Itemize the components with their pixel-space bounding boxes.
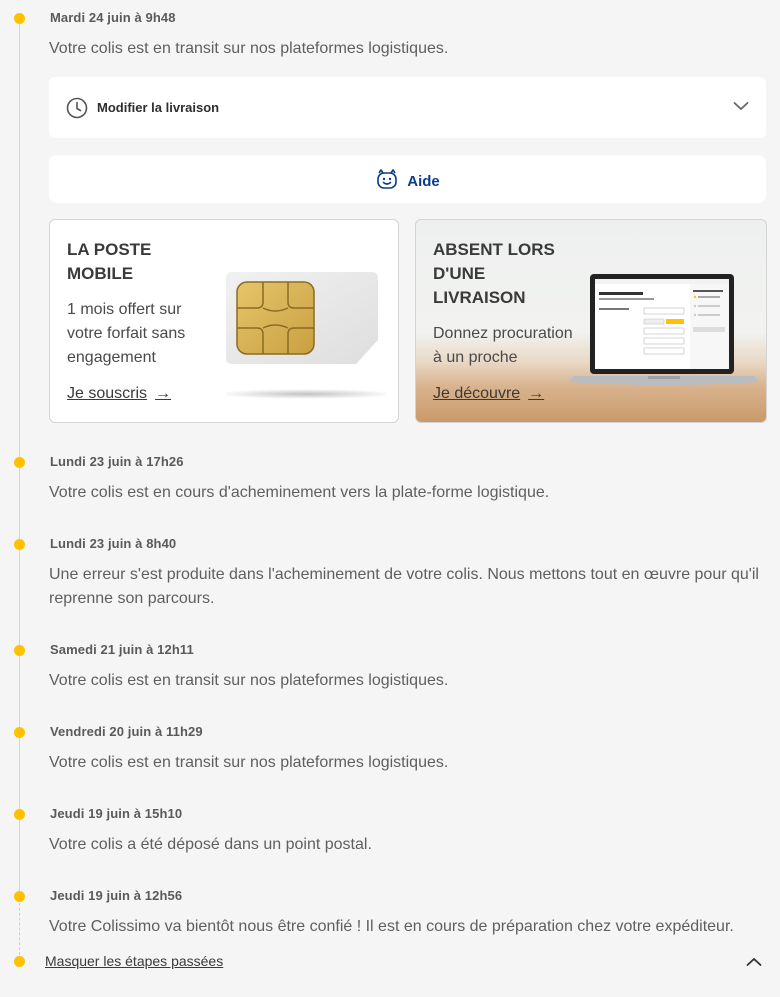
event-text: Une erreur s'est produite dans l'acheminement de votre colis. Nous mettons tout en œuvre pour qu'il reprenne son parcours.	[49, 566, 759, 607]
event-text: Votre colis est en transit sur nos plateformes logistiques.	[49, 754, 449, 771]
promo-title-line: D'UNE	[433, 264, 486, 283]
event-date: Samedi 21 juin à 12h11	[50, 642, 194, 657]
event-text: Votre colis est en transit sur nos plateformes logistiques.	[49, 40, 449, 57]
subscribe-link[interactable]	[67, 385, 171, 403]
discover-link[interactable]	[433, 385, 544, 403]
timeline-dot	[14, 727, 25, 738]
discover-link-label: Je découvre	[433, 385, 521, 402]
promo-title-line: MOBILE	[67, 264, 134, 283]
event-date: Lundi 23 juin à 8h40	[50, 536, 177, 551]
promo-card-absent[interactable]	[415, 219, 767, 423]
chevron-up-icon[interactable]	[746, 955, 762, 973]
event-date: Jeudi 19 juin à 15h10	[50, 806, 183, 821]
event-text: Votre colis est en cours d'acheminement vers la plate-forme logistique.	[49, 484, 550, 501]
event-date: Vendredi 20 juin à 11h29	[50, 724, 203, 739]
help-button[interactable]	[49, 155, 766, 203]
promo-card-mobile[interactable]	[49, 219, 399, 423]
arrow-right-icon: →	[155, 385, 172, 402]
help-label: Aide	[407, 173, 440, 190]
modify-delivery-card[interactable]	[49, 77, 766, 138]
event-date: Jeudi 19 juin à 12h56	[50, 888, 183, 903]
timeline-line-dashed	[19, 898, 20, 960]
laptop-image	[568, 272, 760, 402]
promo-title-line: LA POSTE	[67, 240, 152, 259]
event-date: Mardi 24 juin à 9h48	[50, 10, 176, 25]
modify-delivery-label: Modifier la livraison	[97, 100, 220, 115]
promo-desc-line: à un proche	[433, 349, 518, 366]
promo-desc-line: Donnez procuration	[433, 325, 573, 342]
promo-desc-line: 1 mois offert sur	[67, 301, 182, 318]
promo-desc-line: engagement	[67, 349, 156, 366]
chevron-down-icon[interactable]	[733, 99, 749, 117]
smiley-icon	[375, 168, 399, 195]
timeline-dot	[14, 956, 25, 967]
timeline-dot	[14, 539, 25, 550]
timeline-dot	[14, 645, 25, 656]
event-text: Votre Colissimo va bientôt nous être confié ! Il est en cours de préparation chez votre expéditeur.	[49, 918, 734, 935]
timeline-dot	[14, 891, 25, 902]
timeline-dot	[14, 809, 25, 820]
event-date: Lundi 23 juin à 17h26	[50, 454, 184, 469]
promo-desc-line: votre forfait sans	[67, 325, 186, 342]
event-text: Votre colis a été déposé dans un point postal.	[49, 836, 372, 853]
promo-title-line: ABSENT LORS	[433, 240, 555, 259]
timeline-dot	[14, 457, 25, 468]
hide-steps-link[interactable]: Masquer les étapes passées	[45, 953, 224, 969]
event-text: Votre colis est en transit sur nos plateformes logistiques.	[49, 672, 449, 689]
promo-title-line: LIVRAISON	[433, 288, 526, 307]
arrow-right-icon: →	[528, 385, 545, 402]
clock-icon	[66, 97, 88, 124]
timeline-dot	[14, 13, 25, 24]
subscribe-link-label: Je souscris	[67, 385, 148, 402]
sim-card-image	[226, 272, 386, 407]
